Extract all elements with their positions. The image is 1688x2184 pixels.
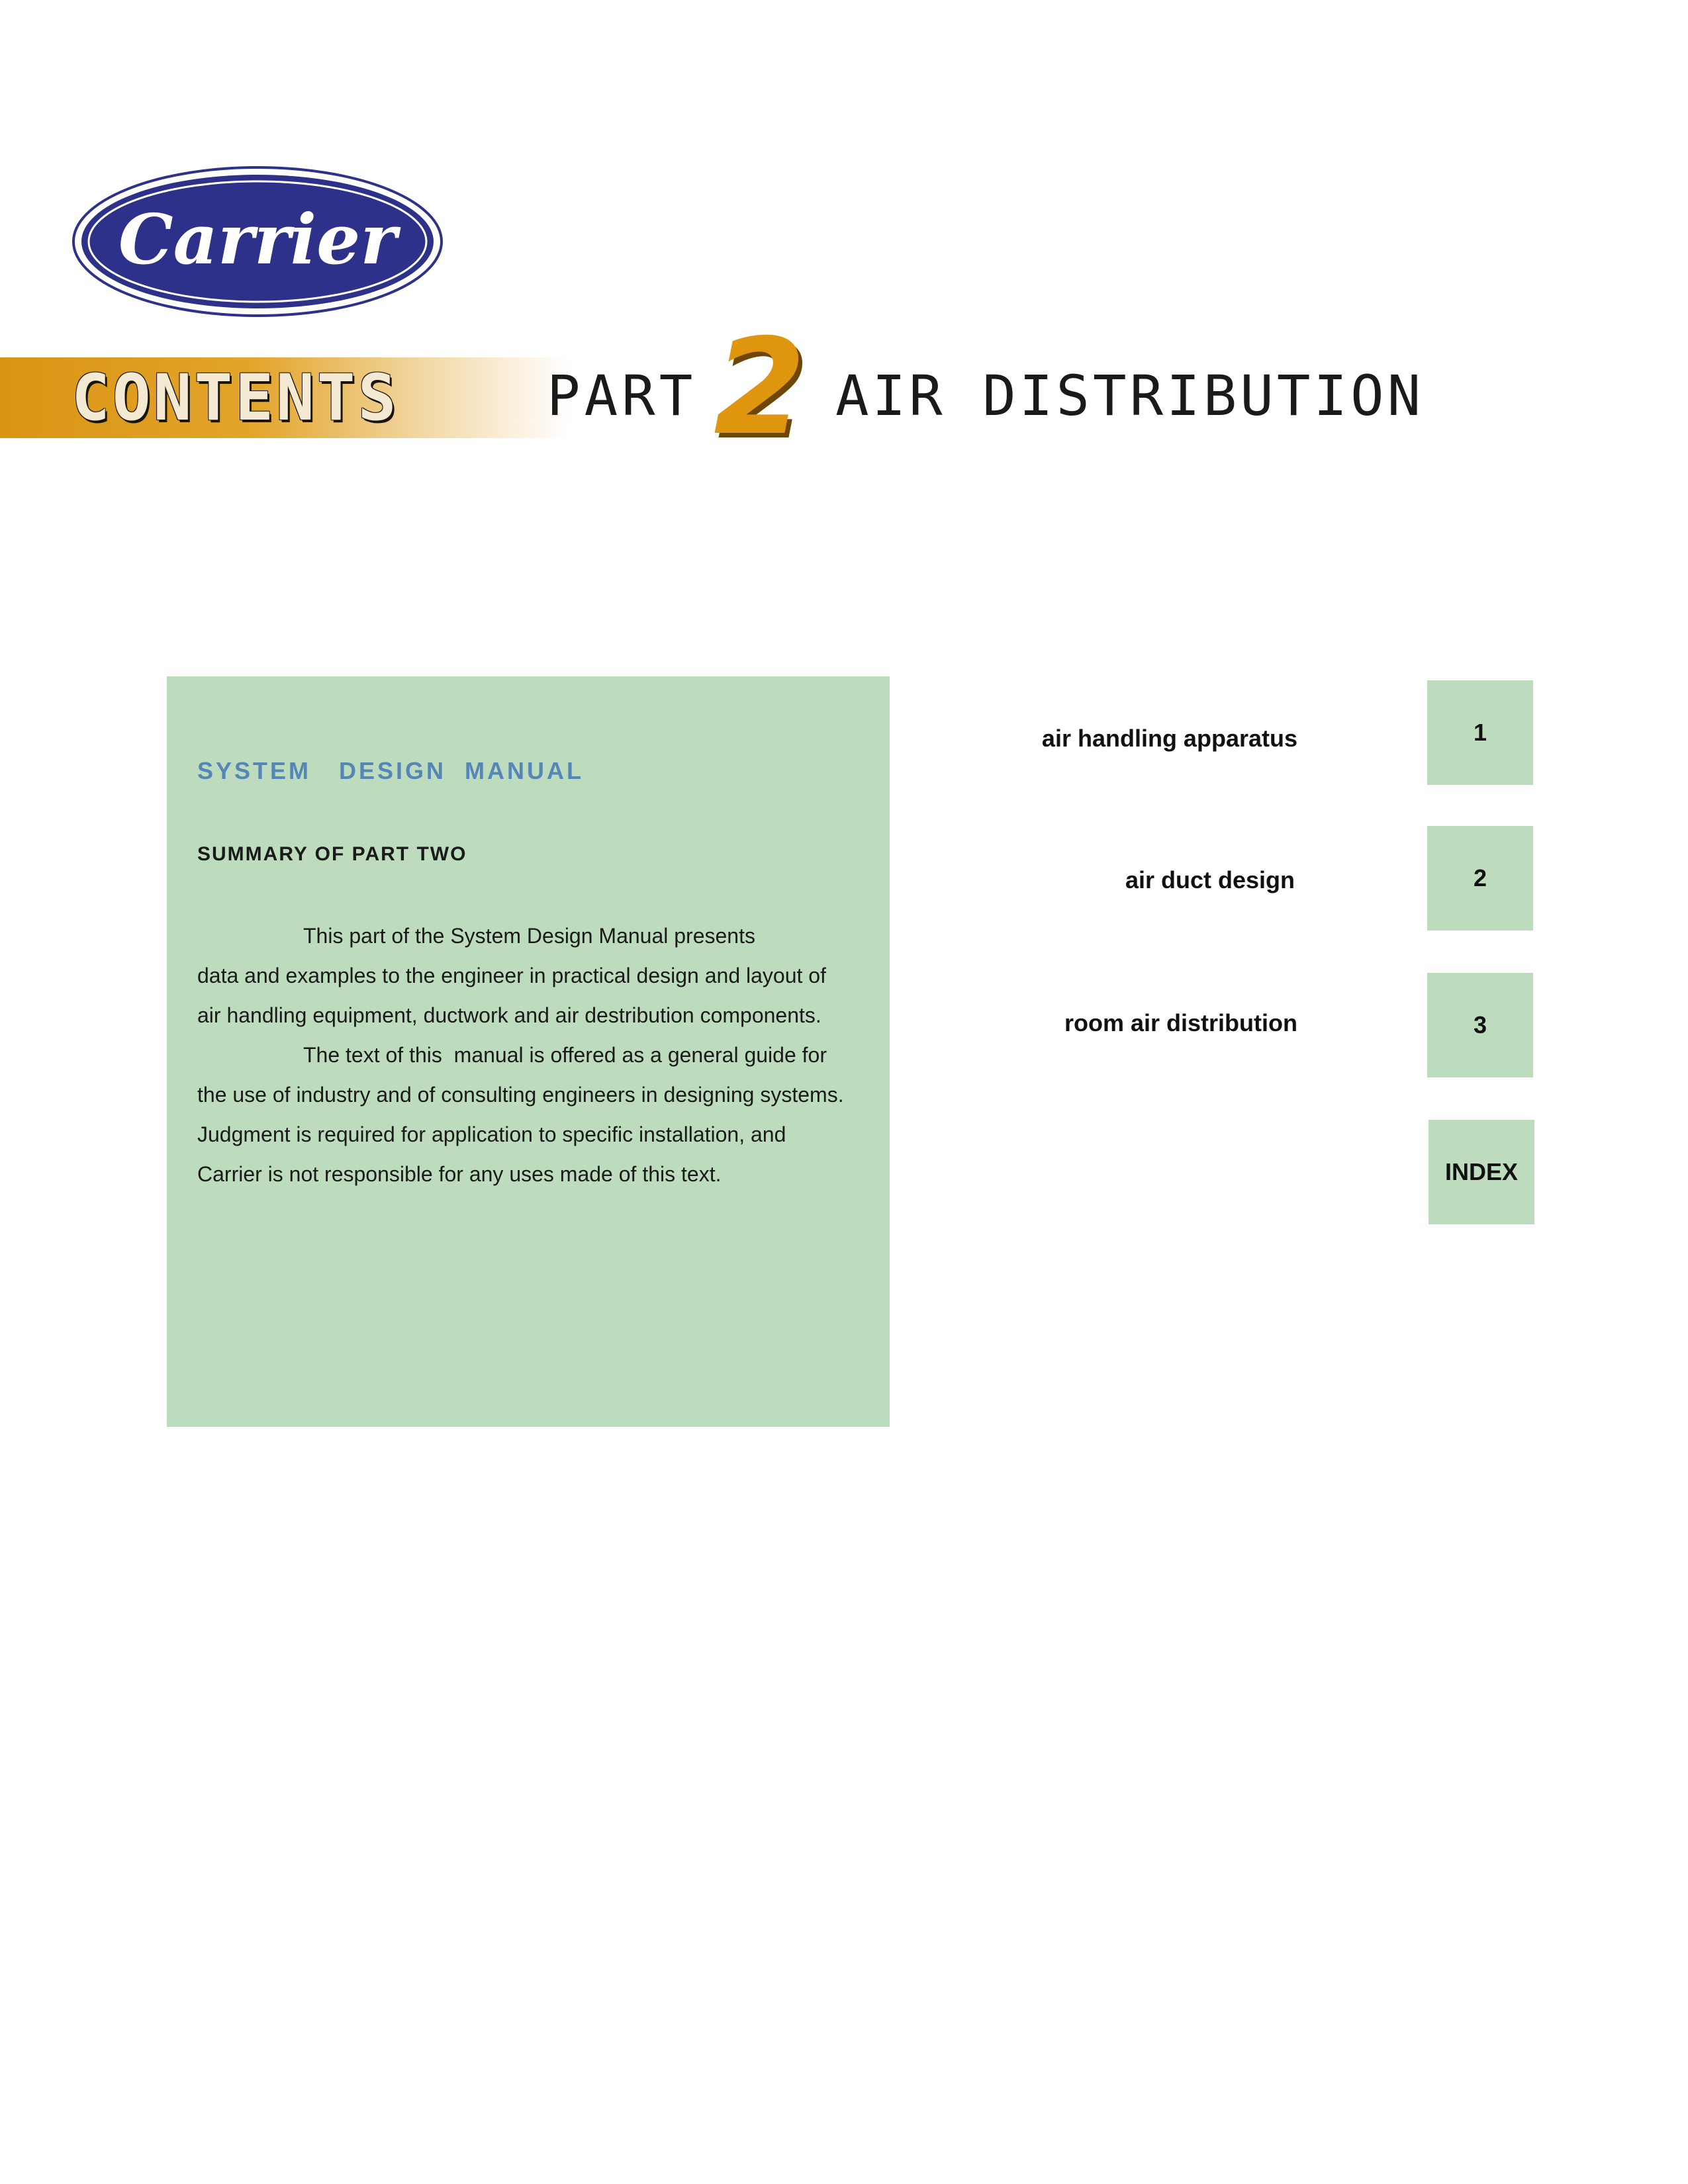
tab-1[interactable]: 1 [1427,680,1533,785]
summary-line: Carrier is not responsible for any uses made of this text. [197,1162,722,1186]
summary-line: the use of industry and of consulting engineers in designing systems. [197,1083,844,1107]
summary-panel [167,676,890,1427]
contents-label: CONTENTS [71,361,399,435]
toc-link-air-duct-design[interactable]: air duct design [1125,866,1295,893]
toc-link-air-handling-apparatus[interactable]: air handling apparatus [1041,725,1297,752]
summary-line: The text of this manual is offered as a general guide for [303,1043,827,1067]
summary-line: data and examples to the engineer in practical design and layout of [197,964,826,987]
toc-link-room-air-distribution[interactable]: room air distribution [1064,1009,1297,1036]
tab-2[interactable]: 2 [1427,826,1533,931]
carrier-logo-text: Carrier [118,199,397,280]
part-label: PART [547,363,697,428]
carrier-logo [71,165,444,318]
summary-line: Judgment is required for application to specific installation, and [197,1122,786,1146]
part-number: 2 [714,310,806,465]
summary-heading: SUMMARY OF PART TWO [197,843,467,865]
manual-title: SYSTEM DESIGN MANUAL [197,757,585,784]
tab-3[interactable]: 3 [1427,973,1533,1077]
section-title: AIR DISTRIBUTION [835,363,1425,428]
summary-body [197,916,879,1194]
summary-line: air handling equipment, ductwork and air destribution components. [197,1003,821,1027]
tab-index[interactable]: INDEX [1429,1120,1534,1224]
summary-line: This part of the System Design Manual presents [303,924,755,948]
